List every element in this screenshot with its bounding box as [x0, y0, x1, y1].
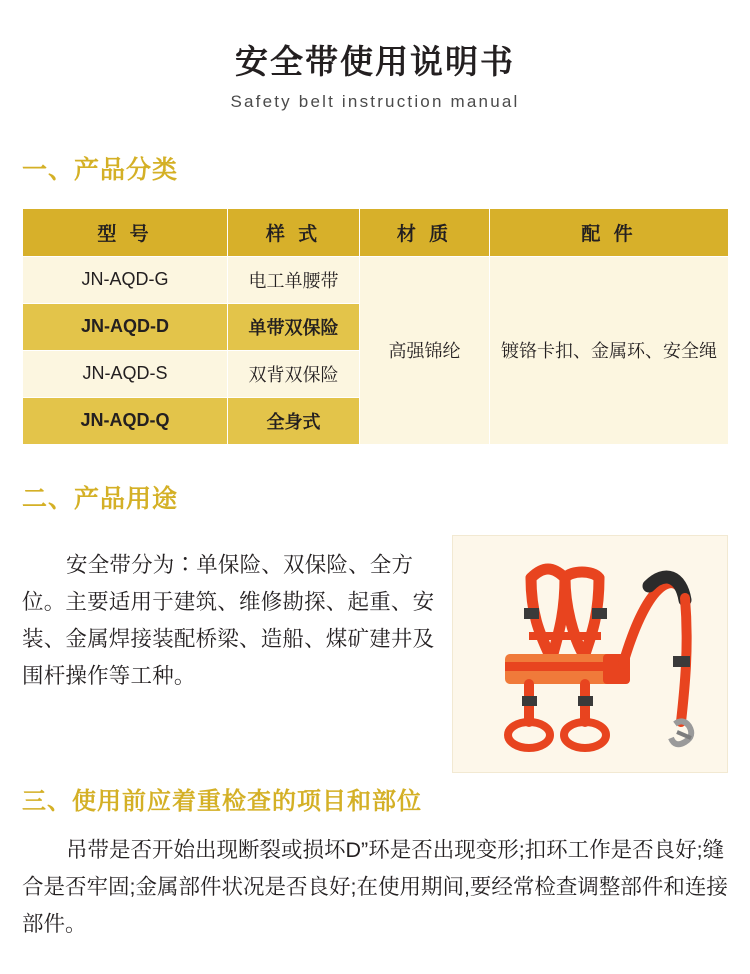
section-two-body: [0, 533, 750, 781]
cell-model: JN-AQD-S: [23, 350, 228, 397]
table-header-accessories: 配 件: [490, 208, 729, 256]
table-header-material: 材 质: [360, 208, 490, 256]
cell-style: 全身式: [228, 397, 360, 444]
section-heading-three: 三、使用前应着重检查的项目和部位: [22, 787, 422, 815]
section-two-text: 安全带分为∶单保险、双保险、全方位。主要适用于建筑、维修勘探、起重、安装、金属焊接装配桥梁、造船、煤矿建井及围杆操作等工种。: [22, 552, 435, 688]
title-block: [0, 0, 750, 112]
spec-table-wrapper: [22, 208, 728, 445]
page-title: 安全带使用说明书: [235, 43, 515, 80]
cell-material: 高强锦纶: [360, 256, 490, 444]
cell-style: 双背双保险: [228, 350, 360, 397]
cell-style: 单带双保险: [228, 303, 360, 350]
spec-table: [22, 208, 729, 445]
section-heading-two: 二、产品用途: [22, 484, 179, 513]
harness-product-image: [452, 535, 728, 773]
cell-style: 电工单腰带: [228, 256, 360, 303]
cell-accessories: 镀铬卡扣、金属环、安全绳: [490, 256, 729, 444]
table-row: [23, 256, 729, 303]
table-header-style: 样 式: [228, 208, 360, 256]
safety-harness-illustration: [453, 536, 727, 772]
cell-model: JN-AQD-D: [23, 303, 228, 350]
page-subtitle: Safety belt instruction manual: [230, 91, 520, 111]
table-header-row: [23, 208, 729, 256]
section-three-text: 吊带是否开始出现断裂或损坏D”环是否出现变形;扣环工作是否良好;缝合是否牢固;金属部件状况是否良好;在使用期间,要经常检查调整部件和连接部件。: [22, 837, 728, 936]
section-heading-one: 一、产品分类: [22, 155, 179, 184]
cell-model: JN-AQD-Q: [23, 397, 228, 444]
cell-model: JN-AQD-G: [23, 256, 228, 303]
table-header-model: 型 号: [23, 208, 228, 256]
